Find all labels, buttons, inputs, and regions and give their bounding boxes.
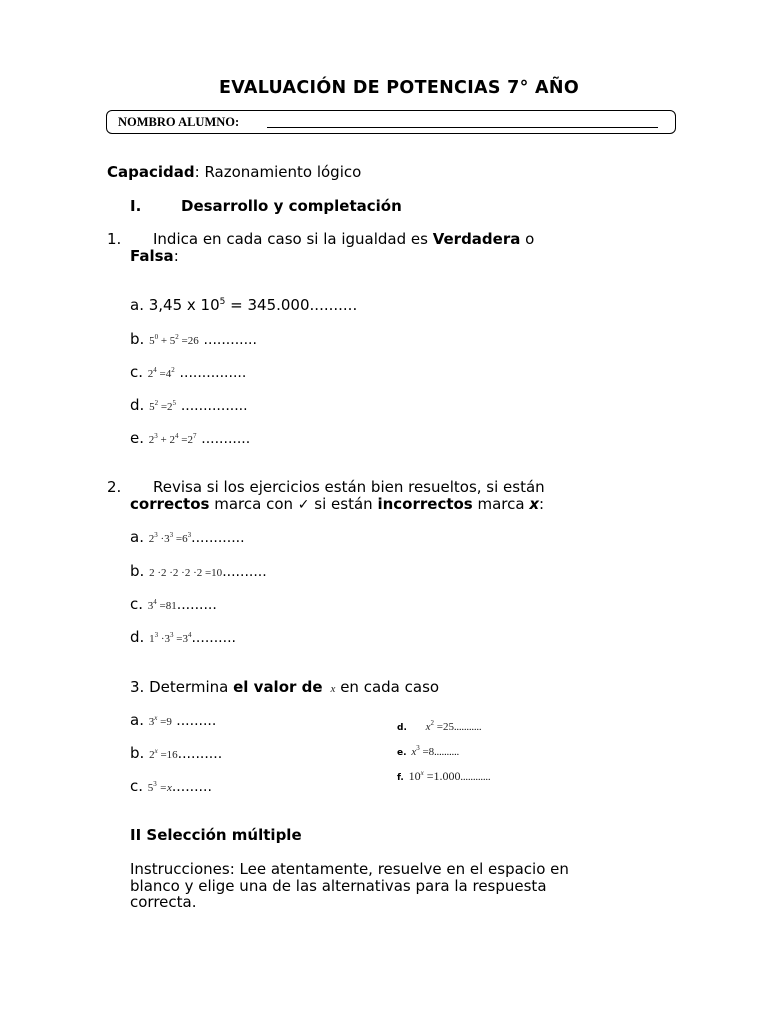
answer-blank[interactable]: ............ [460, 772, 491, 783]
q2-item-c [130, 595, 217, 613]
q3-item-f [397, 766, 491, 784]
q2-colon: : [539, 495, 545, 513]
answer-blank[interactable]: .......... [434, 747, 460, 758]
q1-item-a [130, 296, 357, 314]
q2-number: 2. [107, 478, 122, 496]
q1-item-d [130, 396, 248, 414]
item-expression: 2 ·2 ·2 ·2 ·2 =10 [149, 567, 223, 579]
capacity-line [107, 163, 361, 181]
instructions-line1: Instrucciones: Lee atentamente, resuelve en el espacio en [130, 860, 569, 878]
q1-false-word: Falsa [130, 247, 174, 265]
q2-text: marca [472, 495, 530, 513]
page-title: EVALUACIÓN DE POTENCIAS 7° AÑO [218, 78, 580, 98]
item-expression: $2^3 + 2^4 =2^7$ [148, 432, 197, 446]
q3-text: 3. Determina [130, 678, 234, 696]
q1-text: Indica en cada caso si la igualdad es [153, 230, 433, 248]
item-expression: $5^2 =2^5$ [149, 399, 177, 413]
answer-blank[interactable]: .......... [191, 630, 236, 646]
answer-blank[interactable]: ............ [191, 530, 245, 546]
q2-correct-word: correctos [130, 495, 210, 513]
item-expression: $1^3 \cdot 3^3 =3^4$ [149, 631, 192, 645]
q2-prompt-line1: Revisa si los ejercicios están bien resueltos, si están [153, 478, 545, 496]
q1-item-e [130, 429, 250, 447]
item-expression: $3^x =9$ [148, 714, 172, 728]
q1-colon: : [173, 247, 179, 265]
item-letter: b. [130, 330, 145, 348]
item-letter: e. [130, 429, 144, 447]
q1-item-b [130, 330, 257, 348]
instructions-line3: correcta. [130, 893, 197, 911]
q1-item-c [130, 363, 246, 381]
answer-blank[interactable]: ............ [203, 332, 257, 348]
q1-or: o [520, 230, 535, 248]
q3-item-a [130, 711, 216, 729]
q2-prompt-line2 [130, 495, 544, 513]
instructions-line2: blanco y elige una de las alternativas para la respuesta [130, 877, 547, 895]
q2-text: si están [309, 495, 378, 513]
q3-text: en cada caso [335, 678, 440, 696]
answer-blank[interactable]: .......... [309, 296, 358, 314]
q3-bold-text: el valor de [233, 678, 323, 696]
answer-blank[interactable]: ............... [180, 398, 248, 414]
answer-blank[interactable]: ......... [171, 713, 217, 729]
capacity-label: Capacidad [107, 163, 195, 181]
answer-blank[interactable]: ........... [454, 722, 482, 733]
item-expression: $x^3 =8$ [411, 744, 435, 758]
item-letter: c. [130, 595, 144, 613]
answer-blank[interactable]: ........... [201, 431, 251, 447]
q2-text: marca con [209, 495, 298, 513]
answer-blank[interactable]: ......... [176, 597, 217, 613]
q2-item-a [130, 528, 245, 546]
item-expression: $3^4 =81$ [147, 598, 177, 612]
item-exponent: 5 [219, 297, 226, 307]
student-name-label: NOMBRO ALUMNO: [118, 115, 240, 129]
q1-prompt-line1 [153, 230, 534, 248]
item-letter: f. [397, 773, 404, 783]
student-name-box[interactable] [106, 110, 676, 134]
q2-item-b [130, 562, 267, 580]
answer-blank[interactable]: .......... [222, 564, 267, 580]
q3-item-d [397, 716, 482, 734]
answer-blank[interactable]: .......... [177, 746, 223, 762]
item-letter: a. [130, 528, 144, 546]
item-expression: $2^4 =4^2$ [147, 366, 175, 380]
item-letter: a. [130, 711, 144, 729]
section1-title: Desarrollo y completación [181, 197, 402, 215]
item-expression: $2^x =16$ [149, 747, 178, 761]
check-icon: ✓ [297, 497, 310, 513]
item-letter: d. [397, 723, 407, 733]
section2-title: II Selección múltiple [130, 826, 302, 844]
item-letter: b. [130, 744, 145, 762]
item-expression: 3,45 x 10 [148, 296, 220, 314]
q1-number: 1. [107, 230, 122, 248]
item-letter: d. [130, 396, 145, 414]
q2-x-mark: x [529, 495, 540, 513]
q1-prompt-line2 [130, 247, 179, 265]
q3-item-e [397, 741, 459, 759]
item-expression: $2^3 \cdot 3^3 =6^3$ [148, 531, 192, 545]
item-expression: $5^3 =x$ [147, 780, 172, 794]
item-letter: c. [130, 777, 144, 795]
answer-blank[interactable]: ......... [171, 779, 212, 795]
q3-item-c [130, 777, 212, 795]
capacity-value: : Razonamiento lógico [194, 163, 362, 181]
q3-prompt [130, 678, 439, 696]
q2-incorrect-word: incorrectos [377, 495, 473, 513]
answer-blank[interactable]: ............... [179, 365, 247, 381]
item-letter: e. [397, 748, 407, 758]
item-expression: $10^x =1.000$ [408, 769, 461, 783]
q3-variable: x [330, 683, 336, 695]
q3-item-b [130, 744, 222, 762]
item-expression: $x^2 =25$ [425, 719, 455, 733]
item-result: = 345.000 [225, 296, 310, 314]
item-letter: d. [130, 628, 145, 646]
item-letter: c. [130, 363, 144, 381]
q1-true-word: Verdadera [432, 230, 521, 248]
item-expression: $5^0 + 5^2 =26$ [149, 333, 199, 347]
student-name-line[interactable] [267, 127, 658, 128]
q2-item-d [130, 628, 236, 646]
item-letter: a. [130, 296, 144, 314]
section1-roman: I. [130, 197, 142, 215]
item-letter: b. [130, 562, 145, 580]
